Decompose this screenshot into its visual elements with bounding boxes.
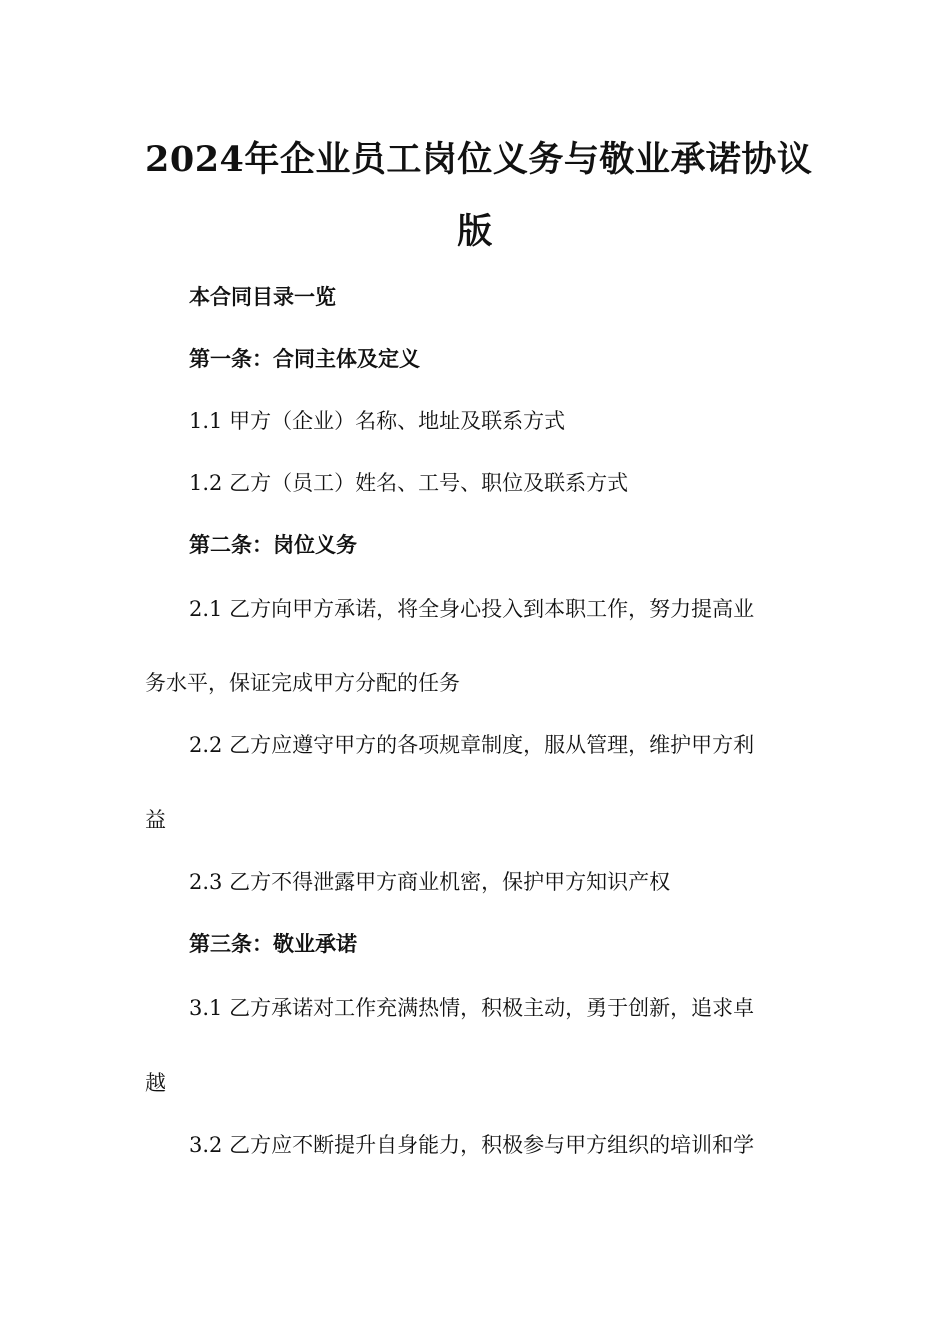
toc-heading: 本合同目录一览 [189,284,336,309]
clause-3-1-line2: 越 [145,1071,166,1095]
document-title-line2: 版 [457,211,493,252]
clause-2-2-line1: 2.2 乙方应遵守甲方的各项规章制度，服从管理，维护甲方利 [189,733,755,757]
clause-2-2-line2: 益 [145,808,166,832]
clause-3-1-line1: 3.1 乙方承诺对工作充满热情，积极主动，勇于创新，追求卓 [189,996,755,1020]
clause-3-2-line1: 3.2 乙方应不断提升自身能力，积极参与甲方组织的培训和学 [189,1133,755,1157]
article-1-heading: 第一条：合同主体及定义 [189,346,420,371]
article-2-heading: 第二条：岗位义务 [189,532,357,557]
clause-2-1-line2: 务水平，保证完成甲方分配的任务 [145,671,460,695]
clause-2-1-line1: 2.1 乙方向甲方承诺，将全身心投入到本职工作，努力提高业 [189,597,755,621]
article-3-heading: 第三条：敬业承诺 [189,931,357,956]
clause-1-2: 1.2 乙方（员工）姓名、工号、职位及联系方式 [189,471,629,495]
clause-1-1: 1.1 甲方（企业）名称、地址及联系方式 [189,409,566,433]
document-title-line1: 2024年企业员工岗位义务与敬业承诺协议 [145,139,813,180]
clause-2-3: 2.3 乙方不得泄露甲方商业机密，保护甲方知识产权 [189,870,671,894]
